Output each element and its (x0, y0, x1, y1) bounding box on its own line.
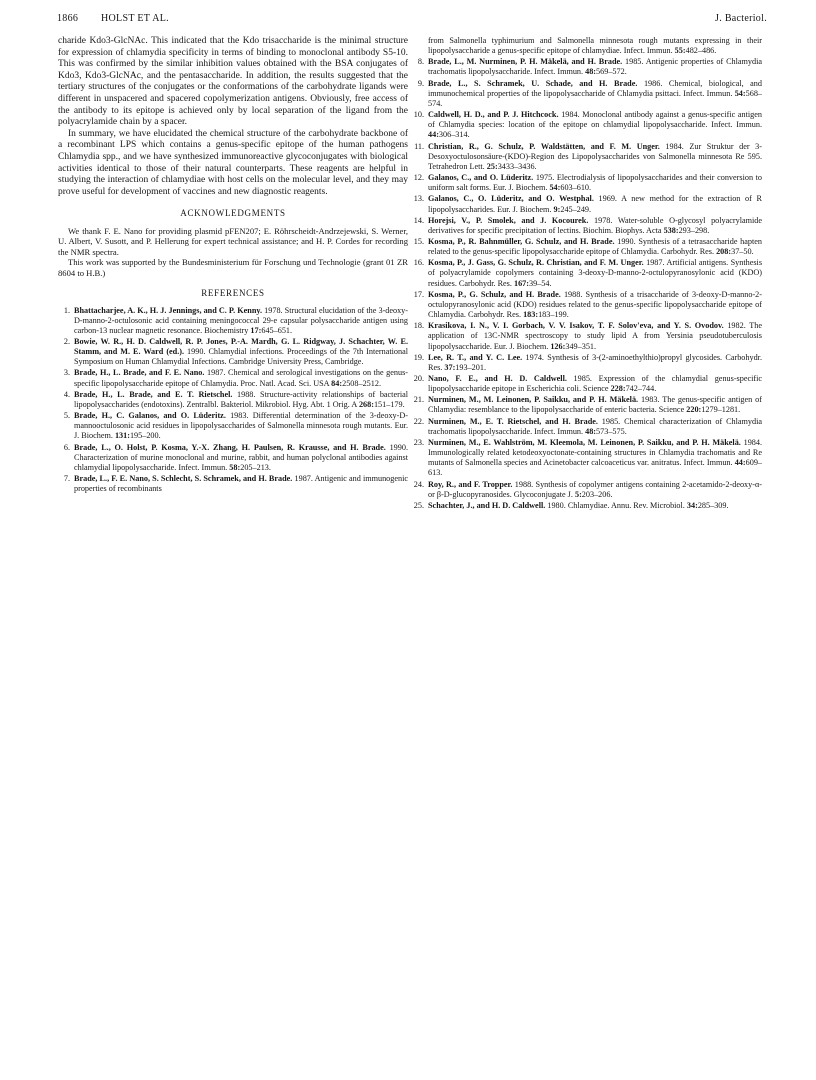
reference-pages: 39–54. (528, 278, 552, 288)
reference-text: 1986. Chemical, biological, and immunochemical properties of the lipopolysaccharide of Chlamydia psittaci. Infect. Immun. (428, 78, 762, 98)
reference-pages: 1279–1281. (701, 405, 741, 415)
references-list-left (58, 306, 408, 495)
reference-authors: Kosma, P., G. Schulz, and H. Brade. (428, 289, 561, 299)
left-column (58, 36, 408, 495)
reference-number: 13. (413, 194, 424, 204)
reference-pages: 2508–2512. (342, 378, 381, 388)
reference-number: 25. (413, 500, 424, 510)
reference-number: 14. (413, 215, 424, 225)
reference-volume: 44: (428, 130, 439, 140)
reference-text: 1984. Zur Struktur der 3-Desoxyoctulosonsäure-(KDO)-Region des Lipopolysaccharides von Salmonella minnesota Re 595. Tetrahedron Lett. (428, 141, 762, 171)
reference-authors: Horejsi, V., P. Smolek, and J. Kocourek. (428, 215, 589, 225)
reference-volume: 183: (523, 310, 539, 320)
reference-item (412, 79, 762, 109)
reference-item (58, 411, 408, 441)
reference-number: 5. (63, 411, 70, 421)
reference-text: 1985. Antigenic properties of Chlamydia trachomatis lipopolysaccharide. Infect. Immun. (428, 57, 762, 77)
reference-pages: 569–572. (596, 67, 627, 77)
reference-item (58, 368, 408, 388)
reference-text: 1984. Immunologically related ketodeoxyoctonate-containing structures in Chlamydia trachomatis and Re mutants of Salmonella species and Acinetobacter calcoaceticus var. anitratus. Infect. Immun. (428, 437, 763, 468)
reference-pages: 285–309. (697, 500, 729, 510)
reference-pages: 195–200. (129, 431, 161, 441)
reference-pages: 183–199. (538, 310, 569, 320)
reference-item (412, 438, 762, 479)
reference-volume: 131: (114, 431, 130, 441)
reference-pages: 349–351. (565, 341, 597, 351)
reference-number: 21. (413, 395, 424, 405)
reference-authors: Kosma, P., J. Gass, G. Schulz, R. Christian, and F. M. Unger. (428, 258, 644, 268)
reference-pages: 645–651. (261, 325, 293, 335)
reference-item (412, 290, 762, 320)
reference-authors: Nurminen, M., E. T. Rietschel, and H. Brade. (428, 416, 598, 426)
acknowledgments-paragraph: We thank F. E. Nano for providing plasmid pFEN207; E. Röhrscheidt-Andrzejewski, S. Werner, U. Albert, V. Susott, and P. Hellerung for expert technical assistance; and H. P. Cordes for recording the NMR spectra. (58, 225, 408, 257)
reference-volume: 48: (585, 67, 597, 77)
reference-text: 1985. Expression of the chlamydial genus-specific lipopolysaccharide epitope in Escherichia coli. Science (428, 374, 763, 394)
reference-number: 2. (63, 337, 70, 346)
references-heading: REFERENCES (201, 287, 265, 298)
reference-volume: 167: (513, 278, 529, 288)
reference-text: 1984. Monoclonal antibody against a genus-specific antigen of Chlamydia species: location of the epitope on chlamydial lipopolysaccharide. Infect. Immun. (428, 110, 762, 130)
reference-pages: 293–298. (678, 225, 710, 235)
reference-authors: Brade, H., L. Brade, and E. T. Rietschel. (74, 389, 233, 399)
reference-text: 1985. Chemical characterization of Chlamydia trachomatis lipopolysaccharide. Infect. Immun. (428, 416, 763, 436)
reference-item (58, 337, 408, 367)
reference-number: 8. (417, 57, 424, 67)
reference-pages: 573–575. (596, 426, 627, 436)
reference-text: 1980. Chlamydiae. Annu. Rev. Microbiol. (547, 500, 685, 510)
reference-item (412, 57, 762, 77)
reference-item (58, 474, 408, 494)
reference-number: 4. (63, 389, 70, 399)
reference-number: 23. (413, 437, 424, 447)
reference-number: 18. (413, 321, 424, 331)
reference-authors: Galanos, C., and O. Lüderitz. (428, 173, 534, 183)
reference-authors: Bowie, W. R., H. D. Caldwell, R. P. Jones, P.-A. Mardh, G. L. Ridgway, J. Schachter, W. E. Stamm, and M. E. Ward (ed.). (74, 337, 408, 357)
reference-item (412, 480, 762, 500)
reference-number: 19. (413, 352, 424, 362)
body-paragraph: charide Kdo3-GlcNAc. This indicated that the Kdo trisaccharide is the minimal structure for expression of chlamydia specificity in terms of binding to monoclonal antibody S5-10. This was confirmed by the similar inhibition values obtained with the BSA conjugates of Kdo3, Kdo3-GlcNAc, and the pentasaccharide. In addition, the results suggested that the tertiary structures of the conjugates or the conformations of the carbohydrate ligands were different in unspacered and spacered copolymerization antigens. Obviously, free access of the antibody to its epitope is achieved only by local separation of the ligand from the polyacrylamide chain by a spacer. (58, 36, 408, 128)
reference-authors: Caldwell, H. D., and P. J. Hitchcock. (428, 110, 559, 120)
reference-number: 3. (63, 368, 70, 378)
reference-number: 6. (63, 442, 70, 452)
reference-pages: 3433–3436. (497, 161, 537, 171)
reference-number: 9. (417, 78, 424, 88)
reference-item (412, 36, 762, 56)
reference-volume: 48: (585, 426, 597, 436)
reference-volume: 208: (716, 247, 732, 257)
reference-number: 1. (63, 305, 70, 315)
reference-item (412, 237, 762, 257)
reference-pages: 193–201. (455, 362, 486, 372)
reference-text: 1990. Chlamydial infections. Proceedings of the 7th International Symposium on Human Chlamydial Infections. Cambridge University Press, Cambridge. (74, 347, 409, 367)
reference-text: 1982. The application of 13C-NMR spectroscopy to study lipid A from Yersinia pseudotuberculosis lipopolysaccharide. Eur. J. Biochem. (428, 321, 762, 351)
reference-text: 1978. Water-soluble O-glycosyl polyacrylamide derivatives for specific precipitation of lectins. Biochim. Biophys. Acta (428, 215, 762, 235)
reference-text: 1987. Artificial antigens. Synthesis of polyacrylamide copolymers containing 3-deoxy-D-manno-2-octulopyranosylonic acid (KDO) residues. Carbohydr. Res. (428, 258, 763, 288)
reference-volume: 37: (444, 362, 456, 372)
reference-item (412, 258, 762, 288)
reference-pages: 203–206. (581, 489, 613, 499)
reference-pages: 568–574. (428, 88, 762, 108)
reference-authors: Brade, H., C. Galanos, and O. Lüderitz. (74, 411, 226, 421)
acknowledgments-heading: ACKNOWLEDGMENTS (180, 208, 286, 219)
reference-volume: 34: (686, 500, 698, 510)
reference-pages: 609–613. (428, 458, 762, 478)
reference-item (412, 142, 762, 172)
reference-item (412, 173, 762, 193)
reference-pages: 245–249. (560, 204, 592, 214)
reference-item (412, 374, 762, 394)
reference-item (412, 194, 762, 214)
reference-authors: Lee, R. T., and Y. C. Lee. (428, 352, 523, 362)
reference-pages: 205–213. (240, 462, 271, 472)
reference-authors: Roy, R., and F. Tropper. (428, 479, 513, 489)
summary-paragraph: In summary, we have elucidated the chemical structure of the carbohydrate backbone of a recombinant LPS which contains a genus-specific epitope of the human pathogens Chlamydia spp., and we have synthesized immunoreactive glycoconjugates with biological activities identical to those of their natural counterparts. These reagents are helpful in studying the interaction of chlamydiae with host cells on the molecular level, and they may prove useful for development of vaccines and new diagnostic reagents. (58, 128, 408, 197)
running-header (57, 13, 767, 27)
reference-volume: 17: (250, 325, 262, 335)
reference-authors: Brade, L., F. E. Nano, S. Schlecht, S. Schramek, and H. Brade. (74, 474, 293, 484)
reference-pages: 37–50. (731, 247, 754, 257)
reference-item (412, 417, 762, 437)
reference-volume: 58: (229, 462, 241, 472)
reference-text: 1975. Electrodialysis of lipopolysaccharides and their conversion to uniform salt forms. Eur. J. Biochem. (428, 173, 762, 193)
reference-text: 1974. Synthesis of 3-(2-aminoethylthio)propyl glycosides. Carbohydr. Res. (428, 352, 762, 372)
reference-item (412, 353, 762, 373)
reference-text: 1988. Synthesis of copolymer antigens containing 2-acetamido-2-deoxy-α- or β-D-glucopyranosides. Glycoconjugate J. (428, 479, 762, 499)
reference-text: 1978. Structural elucidation of the 3-deoxy-D-manno-2-octulosonic acid containing meningococcal 29-e capsular polysaccharide antigen using carbon-13 nuclear magnetic resonance. Biochemistry (74, 305, 408, 335)
reference-text: 1983. The genus-specific antigen of Chlamydia: resemblance to the lipopolysaccharide of enteric bacteria. Science (428, 395, 762, 415)
reference-item (58, 443, 408, 473)
reference-authors: Nano, F. E., and H. D. Caldwell. (428, 374, 567, 383)
reference-authors: Nurminen, M., M. Leinonen, P. Saikku, and P. H. Mäkelä. (428, 395, 639, 405)
reference-number: 10. (413, 110, 424, 120)
reference-authors: Schachter, J., and H. D. Caldwell. (428, 500, 546, 510)
reference-item (412, 110, 762, 140)
reference-item (412, 501, 762, 511)
reference-item (412, 321, 762, 351)
reference-authors: Galanos, C., O. Lüderitz, and O. Westphal. (428, 194, 594, 204)
reference-volume: 25: (486, 161, 498, 171)
reference-volume: 220: (686, 405, 702, 415)
reference-authors: Bhattacharjee, A. K., H. J. Jennings, and C. P. Kenny. (74, 305, 263, 315)
reference-volume: 268: (358, 399, 374, 409)
reference-volume: 84: (331, 378, 343, 388)
reference-volume: 538: (663, 225, 679, 235)
reference-volume: 54: (549, 183, 561, 193)
reference-volume: 5: (574, 489, 582, 499)
reference-text: from Salmonella typhimurium and Salmonella minnesota rough mutants expressing in their lipopolysaccharide a genus-specific epitope of chlamydiae. Infect. Immun. (428, 36, 762, 56)
reference-text: 1983. Differential determination of the 3-deoxy-D-mannooctulosonic acid residues in lipopolysaccharides of Salmonella minnesota rough mutants. Eur. J. Biochem. (74, 411, 409, 441)
reference-authors: Christian, R., G. Schulz, P. Waldstätten, and F. M. Unger. (428, 141, 660, 151)
reference-number: 22. (413, 416, 424, 426)
reference-number: 16. (413, 258, 424, 268)
reference-number: 24. (413, 479, 424, 489)
reference-number: 7. (63, 474, 70, 484)
reference-text: 1990. Characterization of murine monoclonal and murine, rabbit, and human polyclonal antibodies against chlamydial lipopolysaccharide. Infect. Immun. (74, 442, 408, 472)
reference-pages: 603–610. (560, 183, 592, 193)
reference-number: 11. (414, 141, 424, 151)
reference-authors: Brade, L., M. Nurminen, P. H. Mäkelä, and H. Brade. (428, 57, 623, 67)
reference-authors: Brade, L., S. Schramek, U. Schade, and H. Brade. (428, 78, 638, 88)
reference-volume: 228: (610, 384, 626, 394)
reference-item (58, 390, 408, 410)
reference-pages: 482–486. (685, 46, 717, 56)
reference-item (58, 306, 408, 336)
reference-authors: Krasikova, I. N., V. I. Gorbach, V. V. Isakov, T. F. Solov'eva, and Y. S. Ovodov. (428, 321, 724, 331)
reference-authors: Nurminen, M., E. Wahlström, M. Kleemola, M. Leinonen, P. Saikku, and P. H. Mäkelä. (428, 437, 741, 447)
reference-pages: 306–314. (438, 130, 470, 140)
reference-pages: 742–744. (625, 384, 657, 394)
reference-volume: 9: (553, 204, 561, 214)
reference-authors: Brade, L., O. Holst, P. Kosma, Y.-X. Zhang, H. Paulsen, R. Krausse, and H. Brade. (74, 442, 386, 452)
journal-name: J. Bacteriol. (715, 13, 767, 24)
reference-item (412, 395, 762, 415)
reference-volume: 55: (674, 46, 686, 56)
reference-item (412, 216, 762, 236)
reference-pages: 151–179. (373, 399, 405, 409)
reference-text: 1987. Chemical and serological investigations on the genus-specific lipopolysaccharide epitope of Chlamydia. Proc. Natl. Acad. Sci. USA (74, 368, 408, 388)
reference-text: 1988. Structure-activity relationships of bacterial lipopolysaccharides (endotoxins). Zentralbl. Bakteriol. Mikrobiol. Hyg. Abt. 1 Orig. A (74, 389, 408, 409)
page-number: 1866 (57, 13, 79, 24)
reference-text: 1969. A new method for the extraction of R lipopolysaccharides. Eur. J. Biochem. (428, 194, 762, 214)
reference-volume: 44: (734, 458, 746, 468)
reference-number: 15. (413, 236, 424, 246)
references-list-right (412, 36, 762, 512)
reference-number: 20. (413, 374, 424, 383)
reference-text: 1987. Antigenic and immunogenic properties of recombinants (74, 474, 409, 494)
reference-number: 12. (413, 173, 424, 183)
reference-number: 17. (413, 289, 424, 299)
reference-text: 1988. Synthesis of a trisaccharide of 3-deoxy-D-manno-2-octulopyranosylonic acid (KDO) residues related to the genus-specific lipopolysaccharide epitope of Chlamydia. Carbohydr. Res. (428, 289, 762, 320)
reference-authors: Kosma, P., R. Bahnmüller, G. Schulz, and H. Brade. (428, 236, 615, 246)
reference-text: 1990. Synthesis of a tetrasaccharide hapten related to the genus-specific lipopolysaccharide epitope of Chlamydia. Carbohydr. Res. (428, 236, 763, 257)
running-authors: HOLST ET AL. (101, 13, 169, 24)
reference-authors: Brade, H., L. Brade, and F. E. Nano. (74, 368, 205, 378)
reference-volume: 126: (550, 341, 566, 351)
funding-paragraph: This work was supported by the Bundesministerium für Forschung und Technologie (grant 01 ZR 8604 to H.B.) (58, 257, 408, 278)
reference-volume: 54: (734, 88, 746, 98)
